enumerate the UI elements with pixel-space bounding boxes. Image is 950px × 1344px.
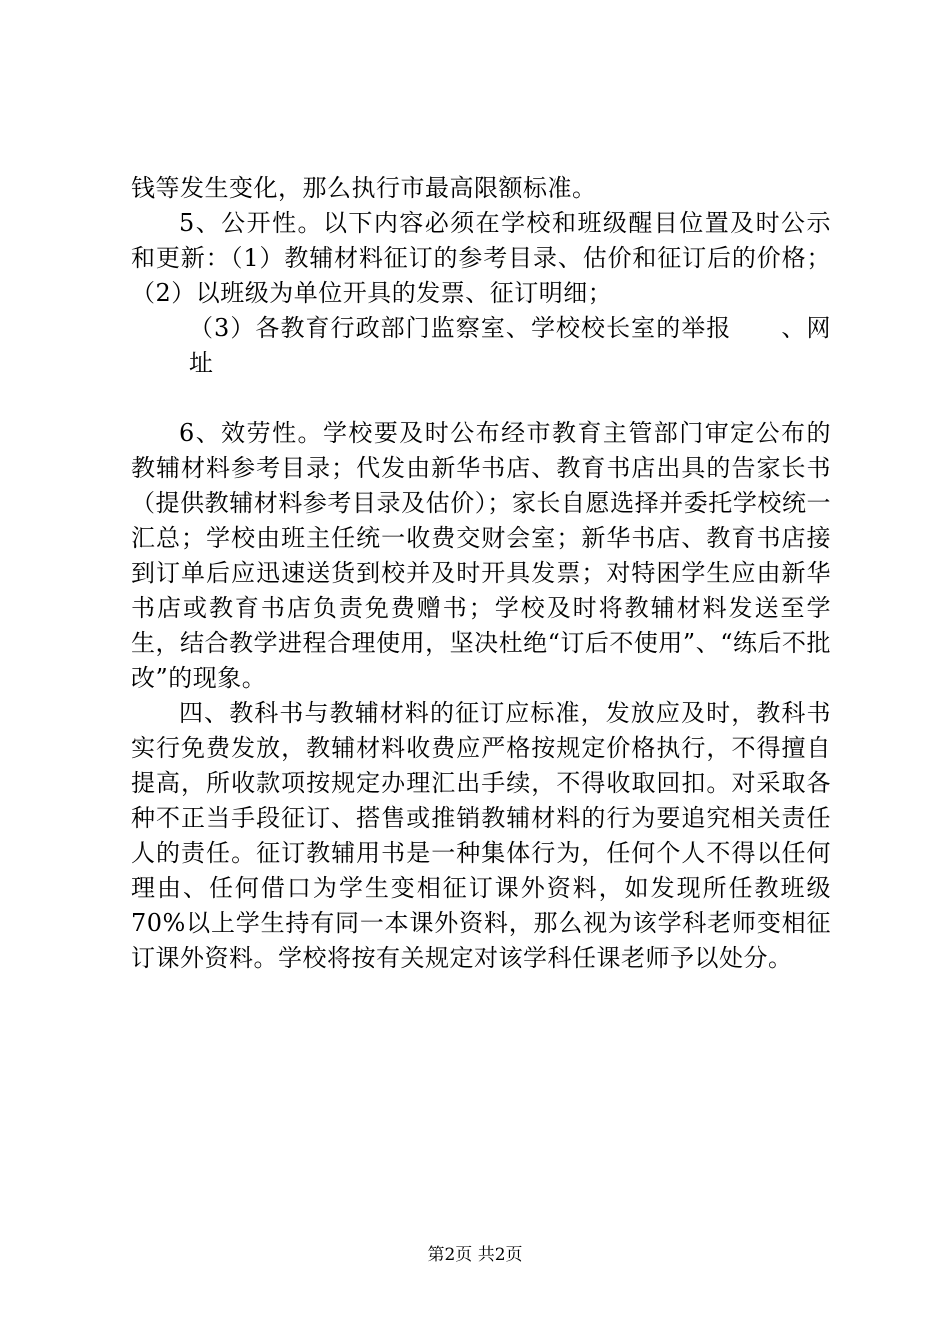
paragraph-section-four: 四、教科书与教辅材料的征订应标准，发放应及时，教科书实行免费发放，教辅材料收费应严格按规定价格执行，不得擅自提高，所收款项按规定办理汇出手续，不得收取回扣。对采取各种不正当手段征订、搭售或推销教辅材料的行为要追究相关责任人的责任。征订教辅用书是一种集体行为，任何个人不得以任何理由、任何借口为学生变相征订课外资料，如发现所任教班级70%以上学生持有同一本课外资料，那么视为该学科老师变相征订课外资料。学校将按有关规定对该学科任课老师予以处分。 [131, 699, 831, 972]
paragraph-openness: 5、公开性。以下内容必须在学校和班级醒目位置及时公示和更新：（1）教辅材料征订的参考目录、估价和征订后的价格；（2）以班级为单位开具的发票、征订明细； [131, 209, 831, 307]
paragraph-gap [131, 381, 831, 416]
paragraph-service: 6、效劳性。学校要及时公布经市教育主管部门审定公布的教辅材料参考目录；代发由新华书店、教育书店出具的告家长书（提供教辅材料参考目录及估价）；家长自愿选择并委托学校统一汇总；学校由班主任统一收费交财会室；新华书店、教育书店接到订单后应迅速送货到校并及时开具发票；对特困学生应由新华书店或教育书店负责免费赠书；学校及时将教辅材料发送至学生，结合教学进程合理使用，坚决杜绝“订后不使用”、“练后不批改”的现象。 [131, 419, 831, 692]
paragraph-report-address: （3）各教育行政部门监察室、学校校长室的举报 、网址 [189, 314, 831, 377]
document-body [131, 171, 831, 976]
page-number-footer: 第2页 共2页 [427, 1245, 523, 1265]
paragraph-continuation: 钱等发生变化，那么执行市最高限额标准。 [131, 174, 597, 202]
